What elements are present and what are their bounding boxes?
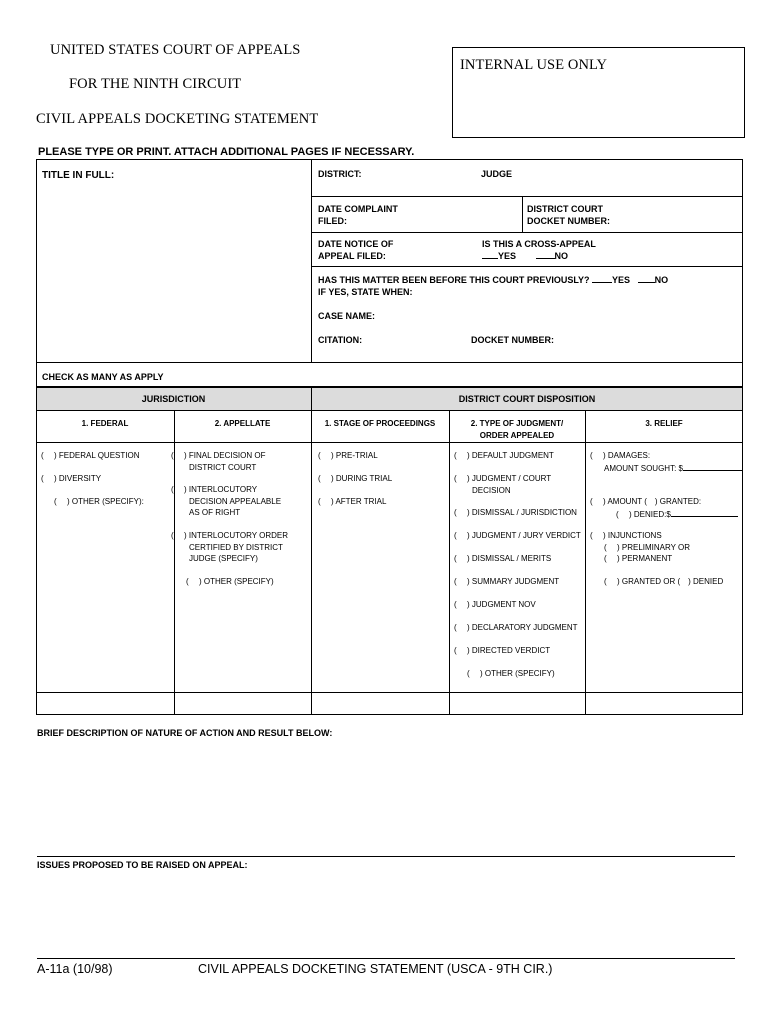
cross-appeal-yes-blank[interactable] — [482, 250, 498, 259]
declaratory-judgment-option[interactable]: ( ) DECLARATORY JUDGMENT — [454, 623, 578, 632]
directed-verdict-option[interactable]: ( ) DIRECTED VERDICT — [454, 646, 551, 655]
title-in-full-label: TITLE IN FULL: — [42, 170, 115, 181]
date-complaint-label: DATE COMPLAINT FILED: — [318, 204, 398, 226]
internal-use-label: INTERNAL USE ONLY — [460, 57, 608, 73]
district-label: DISTRICT: — [318, 169, 362, 179]
diversity-option[interactable]: ( ) DIVERSITY — [41, 474, 102, 483]
appellate-other-option[interactable]: ( ) OTHER (SPECIFY) — [186, 577, 274, 586]
citation-label: CITATION: — [318, 335, 363, 345]
summary-judgment-option[interactable]: ( ) SUMMARY JUDGMENT — [454, 577, 560, 586]
previously-question: HAS THIS MATTER BEEN BEFORE THIS COURT PREVIOUSLY? YES NO IF YES, STATE WHEN: — [318, 275, 669, 297]
col-appellate-heading: 2. APPELLATE — [214, 419, 271, 428]
form-id: A-11a (10/98) — [37, 962, 113, 976]
disposition-heading: DISTRICT COURT DISPOSITION — [458, 394, 596, 404]
granted-or-denied-option[interactable]: ( ) GRANTED OR ( ) DENIED — [604, 577, 724, 586]
amount-sought-blank[interactable] — [683, 462, 743, 471]
cross-appeal-question: IS THIS A CROSS-APPEAL YES NO — [482, 239, 596, 261]
interlocutory-decision-option[interactable]: ( ) INTERLOCUTORY DECISION APPEALABLE AS OF RIGHT — [171, 485, 282, 517]
interlocutory-order-option[interactable]: ( ) INTERLOCUTORY ORDER CERTIFIED BY DISTRICT JUDGE (SPECIFY) — [171, 531, 289, 563]
cross-appeal-no-blank[interactable] — [536, 250, 555, 259]
amount-granted-option[interactable]: ( ) AMOUNT ( ) GRANTED: ( ) DENIED:$ — [590, 496, 738, 520]
instruction-text: PLEASE TYPE OR PRINT. ATTACH ADDITIONAL PAGES IF NECESSARY. — [38, 146, 415, 158]
statement-title: CIVIL APPEALS DOCKETING STATEMENT — [36, 111, 319, 127]
col-stage-heading: 1. STAGE OF PROCEEDINGS — [324, 419, 436, 428]
jury-verdict-option[interactable]: ( ) JUDGMENT / JURY VERDICT — [454, 531, 581, 540]
default-judgment-option[interactable]: ( ) DEFAULT JUDGMENT — [454, 451, 554, 460]
federal-question-option[interactable]: ( ) FEDERAL QUESTION — [41, 451, 140, 460]
injunctions-option[interactable]: ( ) INJUNCTIONS ( ) PRELIMINARY OR ( ) PERMANENT — [590, 531, 691, 563]
previously-yes-blank[interactable] — [592, 274, 612, 283]
after-trial-option[interactable]: ( ) AFTER TRIAL — [318, 497, 387, 506]
title-in-full-field[interactable] — [40, 188, 308, 358]
during-trial-option[interactable]: ( ) DURING TRIAL — [318, 474, 393, 483]
previously-no-blank[interactable] — [638, 274, 655, 283]
col-relief-heading: 3. RELIEF — [645, 419, 683, 428]
amount-denied-blank[interactable] — [671, 508, 738, 517]
circuit-title: FOR THE NINTH CIRCUIT — [69, 76, 242, 92]
judgment-nov-option[interactable]: ( ) JUDGMENT NOV — [454, 600, 536, 609]
check-as-many-label: CHECK AS MANY AS APPLY — [42, 372, 164, 382]
judge-label: JUDGE — [481, 169, 513, 179]
case-name-label: CASE NAME: — [318, 311, 376, 321]
issues-label: ISSUES PROPOSED TO BE RAISED ON APPEAL: — [37, 860, 248, 870]
brief-description-label: BRIEF DESCRIPTION OF NATURE OF ACTION AND RESULT BELOW: — [37, 728, 333, 738]
judgment-court-decision-option[interactable]: ( ) JUDGMENT / COURT DECISION — [454, 474, 552, 495]
district-docket-label: DISTRICT COURT DOCKET NUMBER: — [527, 204, 610, 226]
col-judgment-heading: 2. TYPE OF JUDGMENT/ ORDER APPEALED — [470, 419, 564, 440]
federal-other-option[interactable]: ( ) OTHER (SPECIFY): — [54, 497, 144, 506]
date-notice-label: DATE NOTICE OF APPEAL FILED: — [318, 239, 394, 261]
damages-option[interactable]: ( ) DAMAGES: AMOUNT SOUGHT: $ — [590, 450, 743, 474]
final-decision-option[interactable]: ( ) FINAL DECISION OF DISTRICT COURT — [171, 451, 266, 472]
footer-title: CIVIL APPEALS DOCKETING STATEMENT (USCA - 9TH CIR.) — [198, 962, 553, 976]
jurisdiction-heading: JURISDICTION — [141, 394, 206, 404]
court-title: UNITED STATES COURT OF APPEALS — [50, 42, 301, 58]
judgment-other-option[interactable]: ( ) OTHER (SPECIFY) — [467, 669, 555, 678]
dismissal-jurisdiction-option[interactable]: ( ) DISMISSAL / JURISDICTION — [454, 508, 577, 517]
issues-field[interactable] — [37, 874, 737, 954]
dismissal-merits-option[interactable]: ( ) DISMISSAL / MERITS — [454, 554, 552, 563]
docket-number-label: DOCKET NUMBER: — [471, 335, 554, 345]
pre-trial-option[interactable]: ( ) PRE-TRIAL — [318, 451, 378, 460]
brief-description-field[interactable] — [37, 742, 737, 854]
col-federal-heading: 1. FEDERAL — [81, 419, 129, 428]
internal-use-box — [452, 47, 745, 138]
